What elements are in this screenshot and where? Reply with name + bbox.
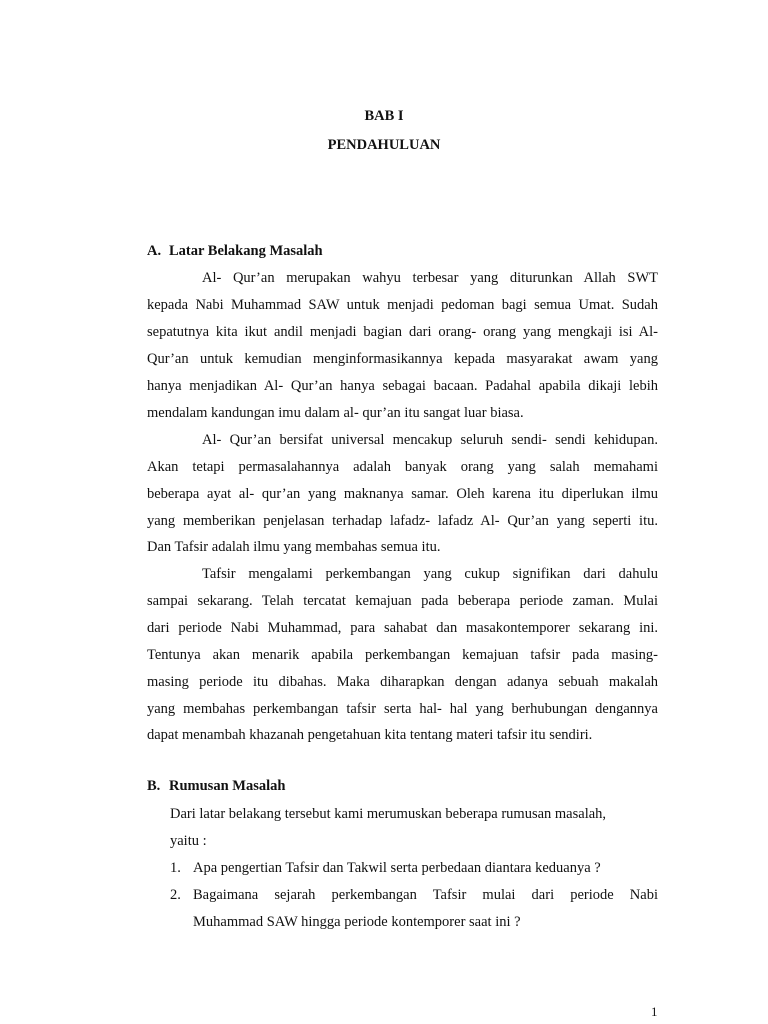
paragraph-line: masing periode itu dibahas. Maka diharapkan dengan adanya sebuah makalah <box>147 674 658 690</box>
paragraph-line: mendalam kandungan imu dalam al- qur’an itu sangat luar biasa. <box>147 405 524 421</box>
paragraph-line: Al- Qur’an bersifat universal mencakup seluruh sendi- sendi kehidupan. <box>202 432 658 448</box>
list-item-text: Apa pengertian Tafsir dan Takwil serta perbedaan diantara keduanya ? <box>193 860 601 876</box>
page-number: 1 <box>651 1004 658 1019</box>
paragraph-line: hanya menjadikan Al- Qur’an hanya sebagai bacaan. Padahal apabila dikaji lebih <box>147 378 658 394</box>
section-a-label: A. <box>147 243 162 259</box>
intro-line: Dari latar belakang tersebut kami merumuskan beberapa rumusan masalah, <box>170 806 607 822</box>
section-a-title: Latar Belakang Masalah <box>169 243 323 259</box>
paragraph-line: Dan Tafsir adalah ilmu yang membahas semua itu. <box>147 539 441 555</box>
list-number: 1. <box>170 860 181 876</box>
paragraph-line: dapat menambah khazanah pengetahuan kita tentang materi tafsir itu sendiri. <box>147 727 593 743</box>
paragraph-line: beberapa ayat al- qur’an yang maknanya samar. Oleh karena itu diperlukan ilmu <box>147 486 658 502</box>
intro-line: yaitu : <box>170 833 207 849</box>
list-number: 2. <box>170 887 181 903</box>
paragraph-line: Tentunya akan menarik apabila perkembangan kemajuan tafsir pada masing- <box>147 647 658 663</box>
chapter-title: PENDAHULUAN <box>327 137 441 153</box>
paragraph-line: Tafsir mengalami perkembangan yang cukup signifikan dari dahulu <box>202 566 658 582</box>
section-a-heading <box>147 243 323 260</box>
paragraph-line: Qur’an untuk kemudian menginformasikannya kepada masyarakat awam yang <box>147 351 658 367</box>
section-b-title: Rumusan Masalah <box>169 778 286 794</box>
section-b-label: B. <box>147 778 161 794</box>
paragraph-line: yang memberikan penjelasan terhadap lafadz- lafadz Al- Qur’an yang seperti itu. <box>147 513 658 529</box>
list-item-continuation: Muhammad SAW hingga periode kontemporer saat ini ? <box>193 914 521 930</box>
paragraph-line: Akan tetapi permasalahannya adalah banyak orang yang salah memahami <box>147 459 658 475</box>
paragraph-line: yang membahas perkembangan tafsir serta hal- hal yang berhubungan dengannya <box>147 701 658 717</box>
list-item <box>170 886 658 904</box>
paragraph-line: Al- Qur’an merupakan wahyu terbesar yang diturunkan Allah SWT <box>202 270 658 286</box>
chapter-number: BAB I <box>364 108 404 124</box>
paragraph-line: kepada Nabi Muhammad SAW untuk menjadi pedoman bagi semua Umat. Sudah <box>147 297 658 313</box>
list-item <box>170 859 658 877</box>
section-b-heading <box>147 778 285 795</box>
list-item-text: Bagaimana sejarah perkembangan Tafsir mulai dari periode Nabi <box>193 887 658 903</box>
paragraph-line: sampai sekarang. Telah tercatat kemajuan pada beberapa periode zaman. Mulai <box>147 593 658 609</box>
paragraph-line: sepatutnya kita ikut andil menjadi bagian dari orang- orang yang mengkaji isi Al- <box>147 324 658 340</box>
paragraph-line: dari periode Nabi Muhammad, para sahabat dan masakontemporer sekarang ini. <box>147 620 658 636</box>
